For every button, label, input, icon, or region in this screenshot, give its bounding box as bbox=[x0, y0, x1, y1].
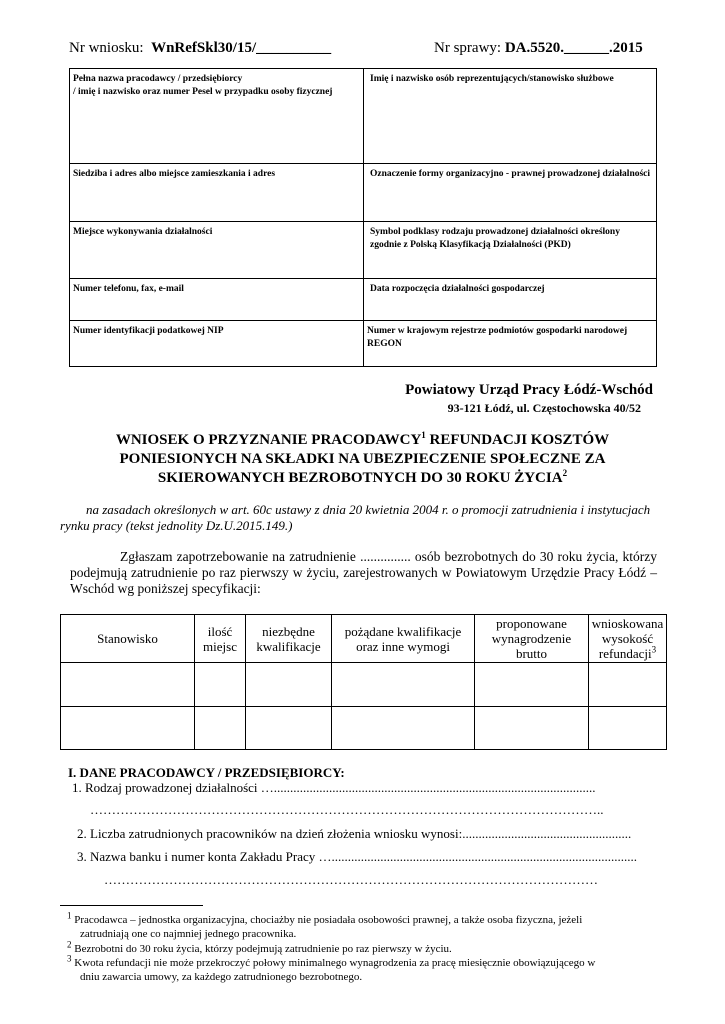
footnote-text: zatrudniają one co najmniej jednego pracownika. bbox=[80, 928, 297, 940]
table-row bbox=[61, 663, 667, 707]
col-header-refund bbox=[589, 615, 667, 663]
footnote-text: Kwota refundacji nie może przekroczyć połowy minimalnego wynagrodzenia za pracę miesięcznie obowiązującego w bbox=[71, 957, 596, 969]
table-cell[interactable] bbox=[61, 663, 195, 707]
section-heading: I. DANE PRACODAWCY / PRZEDSIĘBIORCY: bbox=[68, 765, 345, 780]
table-cell[interactable] bbox=[195, 663, 246, 707]
document-title bbox=[60, 431, 665, 488]
title-line: SKIEROWANYCH BEZROBOTNYCH DO 30 ROKU ŻYCIA bbox=[157, 470, 563, 486]
title-line: WNIOSEK O PRZYZNANIE PRACODAWCY bbox=[115, 432, 422, 448]
employer-name-field[interactable] bbox=[70, 69, 364, 164]
legal-basis: na zasadach określonych w art. 60c ustawy z dnia 20 kwietnia 2004 r. o promocji zatrudnienia i instytucjach rynku pracy (tekst jednolity Dz.U.2015.149.) bbox=[60, 502, 651, 533]
footnote-ref: 2 bbox=[562, 468, 568, 478]
case-number-label: Nr sprawy: bbox=[434, 40, 502, 56]
field-label: Imię i nazwisko osób reprezentujących/stanowisko służbowe bbox=[370, 74, 614, 84]
table-cell[interactable] bbox=[195, 707, 246, 750]
pkd-field[interactable] bbox=[364, 222, 657, 279]
table-cell[interactable] bbox=[589, 707, 667, 750]
office-address: 93-121 Łódź, ul. Częstochowska 40/52 bbox=[447, 401, 641, 415]
col-header-salary: proponowane wynagrodzenie brutto bbox=[475, 615, 589, 663]
footnote-text: Pracodawca – jednostka organizacyjna, chociażby nie posiadała osobowości prawnej, a także osoba fizyczna, jeżeli bbox=[71, 914, 583, 926]
footnote-2 bbox=[67, 939, 667, 956]
field-label: Oznaczenie formy organizacyjno - prawnej prowadzonej działalności bbox=[370, 169, 651, 179]
footnote-text: dniu zawarcia umowy, za każdego zatrudnionego bezrobotnego. bbox=[80, 971, 363, 983]
specification-table bbox=[60, 614, 667, 750]
footnote-ref: 1 bbox=[421, 430, 426, 440]
field-label: Data rozpoczęcia działalności gospodarczej bbox=[370, 284, 545, 294]
table-header-row bbox=[61, 615, 667, 663]
employer-data-form bbox=[69, 68, 657, 367]
start-date-field[interactable] bbox=[364, 279, 657, 321]
col-header-count: ilość miejsc bbox=[195, 615, 246, 663]
footnote-text: Bezrobotni do 30 roku życia, którzy podejmują zatrudnienie po raz pierwszy w życiu. bbox=[71, 943, 452, 955]
field-label: Numer w krajowym rejestrze podmiotów gospodarki narodowej REGON bbox=[367, 326, 628, 349]
form-row bbox=[70, 321, 657, 367]
table-cell[interactable] bbox=[246, 663, 332, 707]
table-cell[interactable] bbox=[61, 707, 195, 750]
field-label: Siedziba i adres albo miejsce zamieszkania i adres bbox=[73, 169, 276, 179]
footnote-3 bbox=[67, 953, 667, 984]
table-cell[interactable] bbox=[246, 707, 332, 750]
table-cell[interactable] bbox=[589, 663, 667, 707]
application-number bbox=[69, 40, 331, 57]
footnote-separator bbox=[60, 905, 203, 906]
application-number-label: Nr wniosku: bbox=[69, 40, 144, 56]
table-cell[interactable] bbox=[332, 707, 475, 750]
table-cell[interactable] bbox=[475, 707, 589, 750]
footnote-ref: 3 bbox=[651, 644, 657, 655]
col-header-refund-label: wnioskowana wysokość refundacji bbox=[591, 616, 664, 661]
legal-form-field[interactable] bbox=[364, 164, 657, 222]
employee-count-field[interactable]: 2. Liczba zatrudnionych pracowników na dzień złożenia wniosku wynosi:.................................................... bbox=[77, 826, 632, 841]
nip-field[interactable] bbox=[70, 321, 364, 367]
business-type-field[interactable]: 1. Rodzaj prowadzonej działalności …................................................................................................... bbox=[72, 780, 596, 795]
form-row bbox=[70, 279, 657, 321]
office-name: Powiatowy Urząd Pracy Łódź-Wschód bbox=[405, 382, 653, 398]
footnote-number: 2 bbox=[67, 939, 72, 950]
form-row bbox=[70, 222, 657, 279]
footnote-number: 3 bbox=[67, 953, 72, 964]
bank-account-continuation[interactable]: …………………………………………………………………………………………………… bbox=[104, 872, 598, 887]
application-number-field[interactable]: WnRefSkl30/15/__________ bbox=[151, 40, 332, 56]
contact-field[interactable] bbox=[70, 279, 364, 321]
form-row bbox=[70, 164, 657, 222]
request-paragraph: Zgłaszam zapotrzebowanie na zatrudnienie ............... osób bezrobotnych do 30 roku życia, którzy podejmują zatrudnienie po raz pierwszy w życiu, zarejestrowanych w Powiatowym Urzędzie Pracy Łódź – Wschód wg poniższej specyfikacji: bbox=[70, 549, 657, 596]
footnote-number: 1 bbox=[67, 910, 72, 921]
footnote-1 bbox=[67, 910, 667, 941]
case-number bbox=[434, 40, 643, 57]
title-line: PONIESIONYCH NA SKŁADKI NA UBEZPIECZENIE SPOŁECZNE ZA bbox=[119, 451, 606, 467]
field-label: Miejsce wykonywania działalności bbox=[73, 227, 213, 237]
representatives-field[interactable] bbox=[364, 69, 657, 164]
table-row bbox=[61, 707, 667, 750]
field-label: Numer identyfikacji podatkowej NIP bbox=[73, 326, 224, 336]
field-label: Pełna nazwa pracodawcy / przedsiębiorcy bbox=[73, 74, 243, 84]
business-location-field[interactable] bbox=[70, 222, 364, 279]
table-cell[interactable] bbox=[332, 663, 475, 707]
case-number-field[interactable]: DA.5520.______.2015 bbox=[504, 40, 643, 56]
field-label: Numer telefonu, fax, e-mail bbox=[73, 284, 184, 294]
col-header-required-qualifications: niezbędne kwalifikacje bbox=[246, 615, 332, 663]
business-type-continuation[interactable]: ……………………………………………………………………………………………………….. bbox=[90, 802, 604, 817]
address-field[interactable] bbox=[70, 164, 364, 222]
table-cell[interactable] bbox=[475, 663, 589, 707]
col-header-position: Stanowisko bbox=[61, 615, 195, 663]
regon-field[interactable] bbox=[364, 321, 657, 367]
field-label: / imię i nazwisko oraz numer Pesel w przypadku osoby fizycznej bbox=[73, 86, 333, 97]
col-header-desired-qualifications: pożądane kwalifikacje oraz inne wymogi bbox=[332, 615, 475, 663]
bank-account-field[interactable]: 3. Nazwa banku i numer konta Zakładu Pracy ….............................................................................................. bbox=[77, 849, 638, 864]
field-label: Symbol podklasy rodzaju prowadzonej działalności określony zgodnie z Polską Klasyfikacją Działalności (PKD) bbox=[370, 227, 620, 250]
form-row bbox=[70, 69, 657, 164]
title-line: REFUNDACJI KOSZTÓW bbox=[425, 432, 610, 448]
